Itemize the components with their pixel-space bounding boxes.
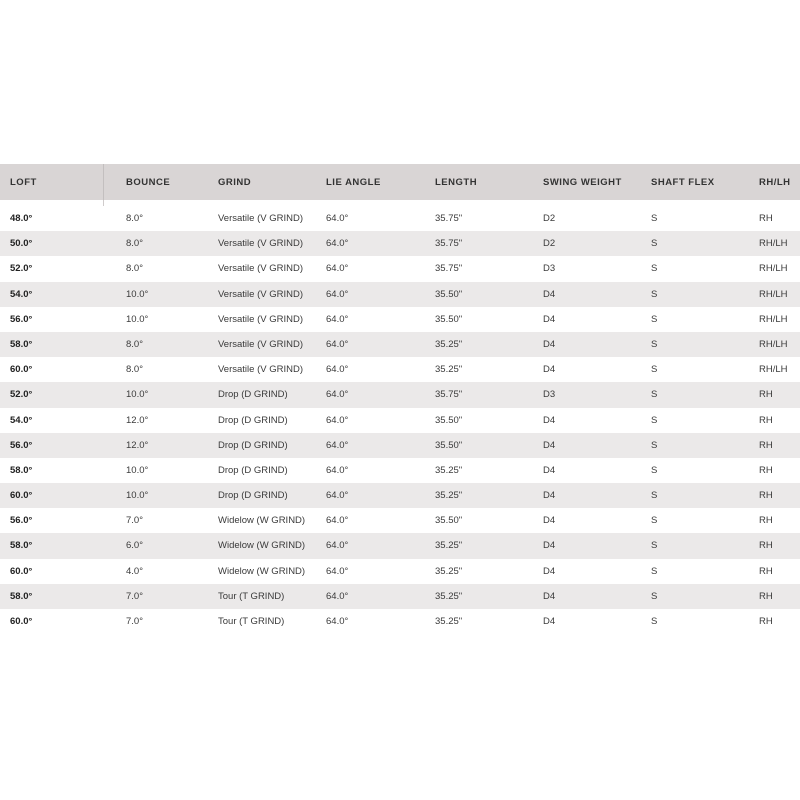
cell-loft: 60.0° [10,565,33,577]
cell-shaft-flex: S [651,288,658,300]
cell-length: 35.75" [435,213,463,224]
header-shaft-flex: SHAFT FLEX [651,177,715,188]
table-row [0,559,800,584]
cell-bounce: 12.0° [126,414,149,426]
cell-grind: Versatile (V GRIND) [218,263,303,275]
table-row [0,508,800,533]
cell-swing-weight: D3 [543,263,556,275]
cell-shaft-flex: S [651,464,658,476]
cell-lie-angle: 64.0° [326,565,349,577]
cell-swing-weight: D4 [543,364,556,376]
cell-swing-weight: D4 [543,490,556,502]
table-row [0,483,800,508]
cell-lie-angle: 64.0° [326,338,349,350]
cell-bounce: 8.0° [126,263,144,275]
cell-loft: 60.0° [10,364,33,376]
cell-bounce: 8.0° [126,338,144,350]
cell-grind: Widelow (W GRIND) [218,565,306,577]
cell-loft: 60.0° [10,616,33,627]
table-row [0,307,800,332]
specs-table [0,164,800,634]
cell-hand: RH [759,515,773,527]
cell-hand: RH/LH [759,338,788,350]
table-row [0,458,800,483]
cell-bounce: 10.0° [126,389,149,401]
cell-grind: Drop (D GRIND) [218,389,288,401]
cell-bounce: 10.0° [126,464,149,476]
table-row [0,433,800,458]
cell-length: 35.75" [435,238,463,250]
cell-grind: Widelow (W GRIND) [218,540,306,552]
cell-shaft-flex: S [651,338,658,350]
cell-swing-weight: D4 [543,313,556,325]
cell-swing-weight: D2 [543,238,556,250]
cell-shaft-flex: S [651,490,658,502]
cell-length: 35.50" [435,313,463,325]
cell-loft: 54.0° [10,288,33,300]
cell-length: 35.25" [435,616,463,627]
cell-loft: 52.0° [10,389,33,401]
cell-lie-angle: 64.0° [326,590,349,602]
cell-hand: RH [759,565,773,577]
cell-length: 35.25" [435,540,463,552]
cell-hand: RH [759,213,773,224]
table-row [0,231,800,256]
cell-lie-angle: 64.0° [326,213,349,224]
cell-shaft-flex: S [651,213,658,224]
cell-shaft-flex: S [651,414,658,426]
table-row [0,584,800,609]
cell-bounce: 8.0° [126,213,144,224]
cell-bounce: 8.0° [126,364,144,376]
cell-lie-angle: 64.0° [326,515,349,527]
cell-shaft-flex: S [651,364,658,376]
cell-loft: 48.0° [10,213,33,224]
cell-loft: 56.0° [10,439,33,451]
cell-lie-angle: 64.0° [326,263,349,275]
table-row [0,332,800,357]
cell-grind: Versatile (V GRIND) [218,288,303,300]
cell-loft: 54.0° [10,414,33,426]
cell-swing-weight: D2 [543,213,556,224]
header-hand: RH/LH [759,177,791,188]
cell-swing-weight: D4 [543,338,556,350]
cell-bounce: 10.0° [126,490,149,502]
cell-grind: Drop (D GRIND) [218,439,288,451]
cell-length: 35.50" [435,439,463,451]
cell-shaft-flex: S [651,616,658,627]
cell-hand: RH [759,540,773,552]
cell-lie-angle: 64.0° [326,616,349,627]
cell-shaft-flex: S [651,389,658,401]
cell-loft: 52.0° [10,263,33,275]
cell-grind: Tour (T GRIND) [218,616,285,627]
cell-shaft-flex: S [651,263,658,275]
table-body [0,206,800,634]
table-row [0,282,800,307]
cell-length: 35.50" [435,515,463,527]
cell-swing-weight: D4 [543,439,556,451]
cell-grind: Tour (T GRIND) [218,590,285,602]
header-length: LENGTH [435,177,478,188]
cell-shaft-flex: S [651,565,658,577]
cell-shaft-flex: S [651,313,658,325]
cell-lie-angle: 64.0° [326,288,349,300]
table-row [0,206,800,231]
cell-lie-angle: 64.0° [326,364,349,376]
cell-lie-angle: 64.0° [326,389,349,401]
header-bounce: BOUNCE [126,177,171,188]
cell-loft: 50.0° [10,238,33,250]
cell-swing-weight: D3 [543,389,556,401]
cell-hand: RH/LH [759,288,788,300]
cell-grind: Widelow (W GRIND) [218,515,306,527]
cell-length: 35.25" [435,590,463,602]
cell-hand: RH/LH [759,238,788,250]
cell-hand: RH [759,590,773,602]
cell-swing-weight: D4 [543,540,556,552]
cell-grind: Drop (D GRIND) [218,414,288,426]
cell-swing-weight: D4 [543,590,556,602]
cell-lie-angle: 64.0° [326,540,349,552]
cell-length: 35.25" [435,490,463,502]
table-row [0,408,800,433]
cell-shaft-flex: S [651,540,658,552]
cell-hand: RH [759,414,773,426]
cell-bounce: 10.0° [126,313,149,325]
cell-hand: RH/LH [759,313,788,325]
cell-grind: Versatile (V GRIND) [218,338,303,350]
cell-shaft-flex: S [651,238,658,250]
cell-bounce: 10.0° [126,288,149,300]
table-row [0,357,800,382]
cell-hand: RH/LH [759,364,788,376]
cell-swing-weight: D4 [543,515,556,527]
cell-length: 35.50" [435,288,463,300]
table-row [0,533,800,558]
cell-hand: RH [759,490,773,502]
cell-length: 35.75" [435,263,463,275]
cell-bounce: 8.0° [126,238,144,250]
cell-length: 35.50" [435,414,463,426]
cell-lie-angle: 64.0° [326,414,349,426]
cell-shaft-flex: S [651,515,658,527]
cell-swing-weight: D4 [543,616,556,627]
cell-lie-angle: 64.0° [326,490,349,502]
cell-loft: 58.0° [10,590,33,602]
cell-loft: 58.0° [10,540,33,552]
cell-loft: 60.0° [10,490,33,502]
cell-bounce: 7.0° [126,590,144,602]
cell-length: 35.25" [435,464,463,476]
cell-lie-angle: 64.0° [326,313,349,325]
cell-hand: RH [759,616,773,627]
column-divider [103,164,104,200]
cell-grind: Versatile (V GRIND) [218,313,303,325]
table-row [0,382,800,407]
cell-grind: Drop (D GRIND) [218,464,288,476]
cell-bounce: 6.0° [126,540,144,552]
cell-shaft-flex: S [651,590,658,602]
cell-lie-angle: 64.0° [326,238,349,250]
cell-hand: RH [759,464,773,476]
cell-length: 35.75" [435,389,463,401]
cell-bounce: 7.0° [126,616,144,627]
cell-loft: 56.0° [10,515,33,527]
cell-swing-weight: D4 [543,464,556,476]
cell-swing-weight: D4 [543,288,556,300]
cell-length: 35.25" [435,338,463,350]
cell-lie-angle: 64.0° [326,464,349,476]
table-row [0,609,800,634]
cell-loft: 58.0° [10,338,33,350]
cell-grind: Versatile (V GRIND) [218,238,303,250]
table-row [0,256,800,281]
header-grind: GRIND [218,177,252,188]
cell-grind: Drop (D GRIND) [218,490,288,502]
cell-swing-weight: D4 [543,565,556,577]
cell-grind: Versatile (V GRIND) [218,364,303,376]
header-loft: LOFT [10,177,37,188]
table-header [0,164,800,200]
cell-length: 35.25" [435,565,463,577]
header-lie-angle: LIE ANGLE [326,177,381,188]
cell-loft: 56.0° [10,313,33,325]
cell-swing-weight: D4 [543,414,556,426]
cell-bounce: 7.0° [126,515,144,527]
cell-bounce: 12.0° [126,439,149,451]
cell-grind: Versatile (V GRIND) [218,213,303,224]
cell-lie-angle: 64.0° [326,439,349,451]
cell-length: 35.25" [435,364,463,376]
cell-loft: 58.0° [10,464,33,476]
cell-bounce: 4.0° [126,565,144,577]
cell-shaft-flex: S [651,439,658,451]
cell-hand: RH [759,439,773,451]
cell-hand: RH [759,389,773,401]
cell-hand: RH/LH [759,263,788,275]
header-swing-weight: SWING WEIGHT [543,177,622,188]
